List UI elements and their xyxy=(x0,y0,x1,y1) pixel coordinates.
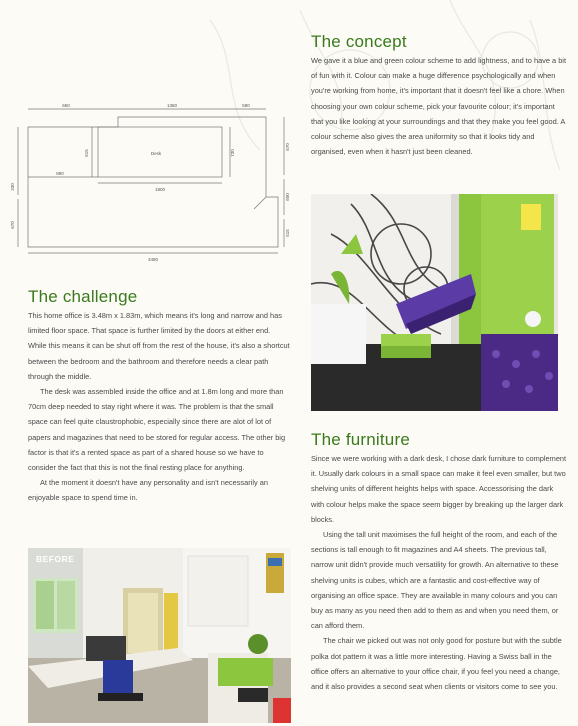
challenge-paragraph-1: This home office is 3.48m x 1.83m, which means it's long and narrow and has limited floor space. That space is further limited by the doors at either end. While this means it can be shut off from the rest of the house, it's also a shortcut between the bedroom and the bathroom and therefore needs a clear path through the middle. xyxy=(28,311,290,381)
before-label: BEFORE xyxy=(36,554,75,564)
furniture-heading: The furniture xyxy=(311,430,410,449)
dim-right-mid: 600 xyxy=(285,193,290,201)
dim-left-offset: 890 xyxy=(56,171,64,176)
furniture-paragraph-1: Since we were working with a dark desk, I chose dark furniture to complement it. Usually dark colours in a small space can make it feel even smaller, but two shelving units of different heights helps with space. Accessorising the dark with colour helps make the space seem bigger by breaking up the larger dark blocks. xyxy=(311,454,567,524)
room-outline xyxy=(28,117,278,247)
dim-right-upper: 670 xyxy=(285,143,290,151)
dim-bottom-total: 3480 xyxy=(147,257,159,262)
furniture-paragraph-2: Using the tall unit maximises the full height of the room, and each of the sections is tall enough to fit magazines and A4 sheets. The previous tall, narrow unit didn't provide much versatility for growth. An alternative to these shelving units is cubes, which are a fantastic and cost-effective way of organising an office space. They are available in many colours and you can buy as many as you need then add to them as and when you need them, or can afford them. xyxy=(311,530,559,631)
dim-left-lower: 670 xyxy=(10,221,15,229)
challenge-paragraph-2: The desk was assembled inside the office and at 1.8m long and more than 70cm deep needed to stay right where it was. The problem is that the small space can feel quite claustrophobic, especially since there are alot of lot of papers and magazines that need to be stored for regular access. The other big factor is that it's a rented space as part of a shared house so we have to consider the fact that this is not the final resting place for anything. xyxy=(28,387,286,473)
concept-body xyxy=(311,53,566,159)
dim-desk-width: 1800 xyxy=(154,187,166,192)
furniture-paragraph-3: The chair we picked out was not only good for posture but with the subtle polka dot pattern it was a little more interesting. Having a Swiss ball in the office offers an alternative to your office chair, if you feel you need a change, and it also provides a second seat when clients or visitors come to see you. xyxy=(311,636,562,692)
floor-plan-diagram xyxy=(8,97,304,272)
concept-paragraph: We gave it a blue and green colour scheme to add lightness, and to have a bit of fun with it. Colour can make a huge difference psychologically and when you're working from home, it's important that it doesn't feel like a chore. When choosing your own colour scheme, pick your favourite colour; it's important that you like looking at your surroundings and that they make you feel good. A colour scheme also gives the area uniformity so that it looks tidy and organised, even when it hasn't just been cleaned. xyxy=(311,56,567,157)
dim-desk-height: 730 xyxy=(230,149,235,157)
desk-label: Desk xyxy=(150,151,162,156)
dim-top-left: 650 xyxy=(62,103,70,108)
desk-accessories-photo xyxy=(311,194,558,411)
before-office-photo xyxy=(28,548,291,723)
dim-top-mid: 1360 xyxy=(166,103,178,108)
challenge-body xyxy=(28,308,290,506)
dim-left-upper: 330 xyxy=(10,183,15,191)
challenge-heading: The challenge xyxy=(28,287,138,306)
challenge-paragraph-3: At the moment it doesn't have any personality and isn't necessarily an enjoyable space to spend time in. xyxy=(28,478,268,503)
dim-left-small: 615 xyxy=(84,149,89,157)
dim-top-right: 580 xyxy=(242,103,250,108)
dim-right-lower: 515 xyxy=(285,229,290,237)
furniture-body xyxy=(311,451,568,694)
concept-heading: The concept xyxy=(311,32,407,51)
